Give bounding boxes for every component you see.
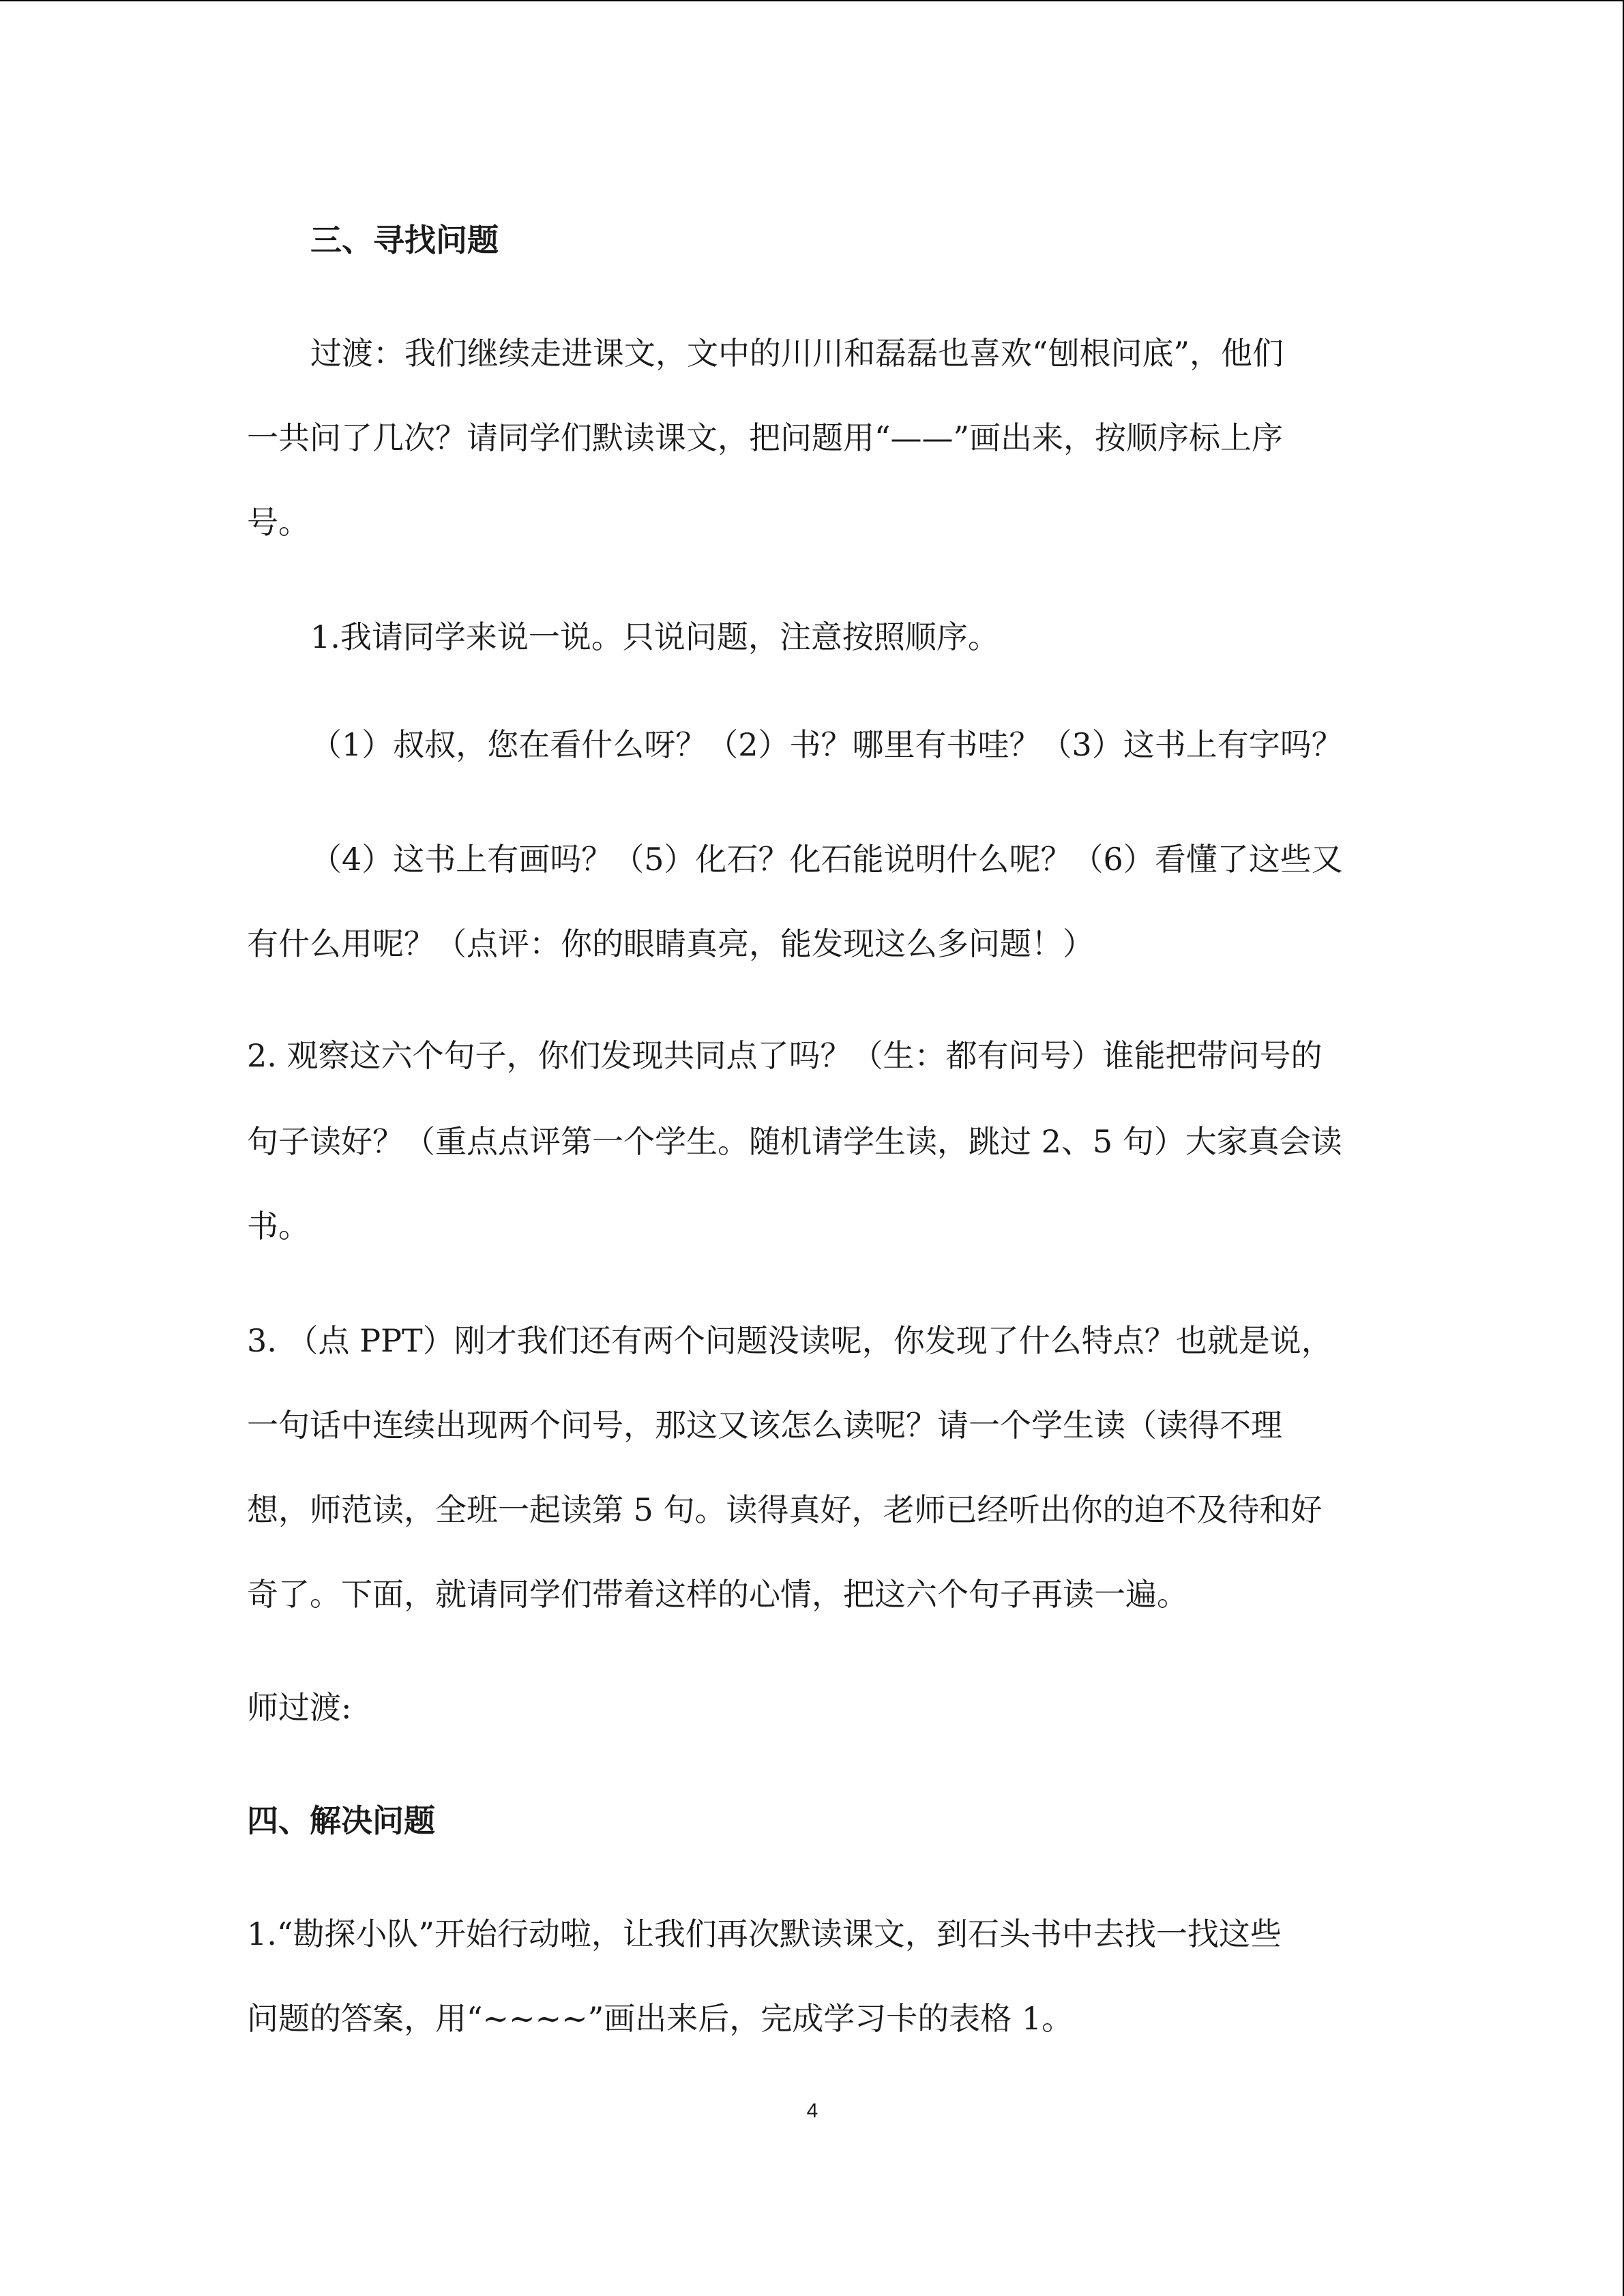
paragraph-line: 师过渡: (247, 1689, 352, 1726)
paragraph-line: 有什么用呢？（点评：你的眼睛真亮，能发现这么多问题！） (247, 925, 1094, 962)
paragraph-line: （4）这书上有画吗？（5）化石？化石能说明什么呢？（6）看懂了这些又 (310, 841, 1343, 878)
paragraph-line: 一句话中连续出现两个问号，那这又该怎么读呢？请一个学生读（读得不理 (247, 1407, 1282, 1444)
paragraph-line: （1）叔叔，您在看什么呀？（2）书？哪里有书哇？（3）这书上有字吗？ (310, 726, 1343, 763)
paragraph-line: 书。 (247, 1208, 310, 1244)
paragraph-line: 号。 (247, 504, 310, 541)
section-heading-4: 四、解决问题 (247, 1802, 435, 1839)
paragraph-line: 句子读好？（重点点评第一个学生。随机请学生读，跳过 2、5 句）大家真会读 (247, 1123, 1342, 1160)
paragraph-line: 1.我请同学来说一说。只说问题，注意按照顺序。 (310, 618, 999, 655)
paragraph-line: 2. 观察这六个句子，你们发现共同点了吗？（生：都有问号）谁能把带问号的 (247, 1037, 1323, 1074)
paragraph-line: 奇了。下面，就请同学们带着这样的心情，把这六个句子再读一遍。 (247, 1576, 1188, 1613)
section-heading-3: 三、寻找问题 (310, 222, 499, 258)
paragraph-line: 1.“勘探小队”开始行动啦，让我们再次默读课文，到石头书中去找一找这些 (247, 1915, 1282, 1952)
paragraph-line: 3. （点 PPT）刚才我们还有两个问题没读呢，你发现了什么特点？也就是说， (247, 1322, 1333, 1359)
paragraph-line: 过渡：我们继续走进课文，文中的川川和磊磊也喜欢“刨根问底”，他们 (310, 335, 1284, 372)
paragraph-line: 一共问了几次？请同学们默读课文，把问题用“——”画出来，按顺序标上序 (247, 419, 1284, 456)
paragraph-line: 问题的答案，用“~~~~”画出来后，完成学习卡的表格 1。 (247, 2000, 1074, 2037)
paragraph-line: 想，师范读，全班一起读第 5 句。读得真好，老师已经听出你的迫不及待和好 (247, 1491, 1323, 1528)
page-number: 4 (806, 2100, 818, 2122)
